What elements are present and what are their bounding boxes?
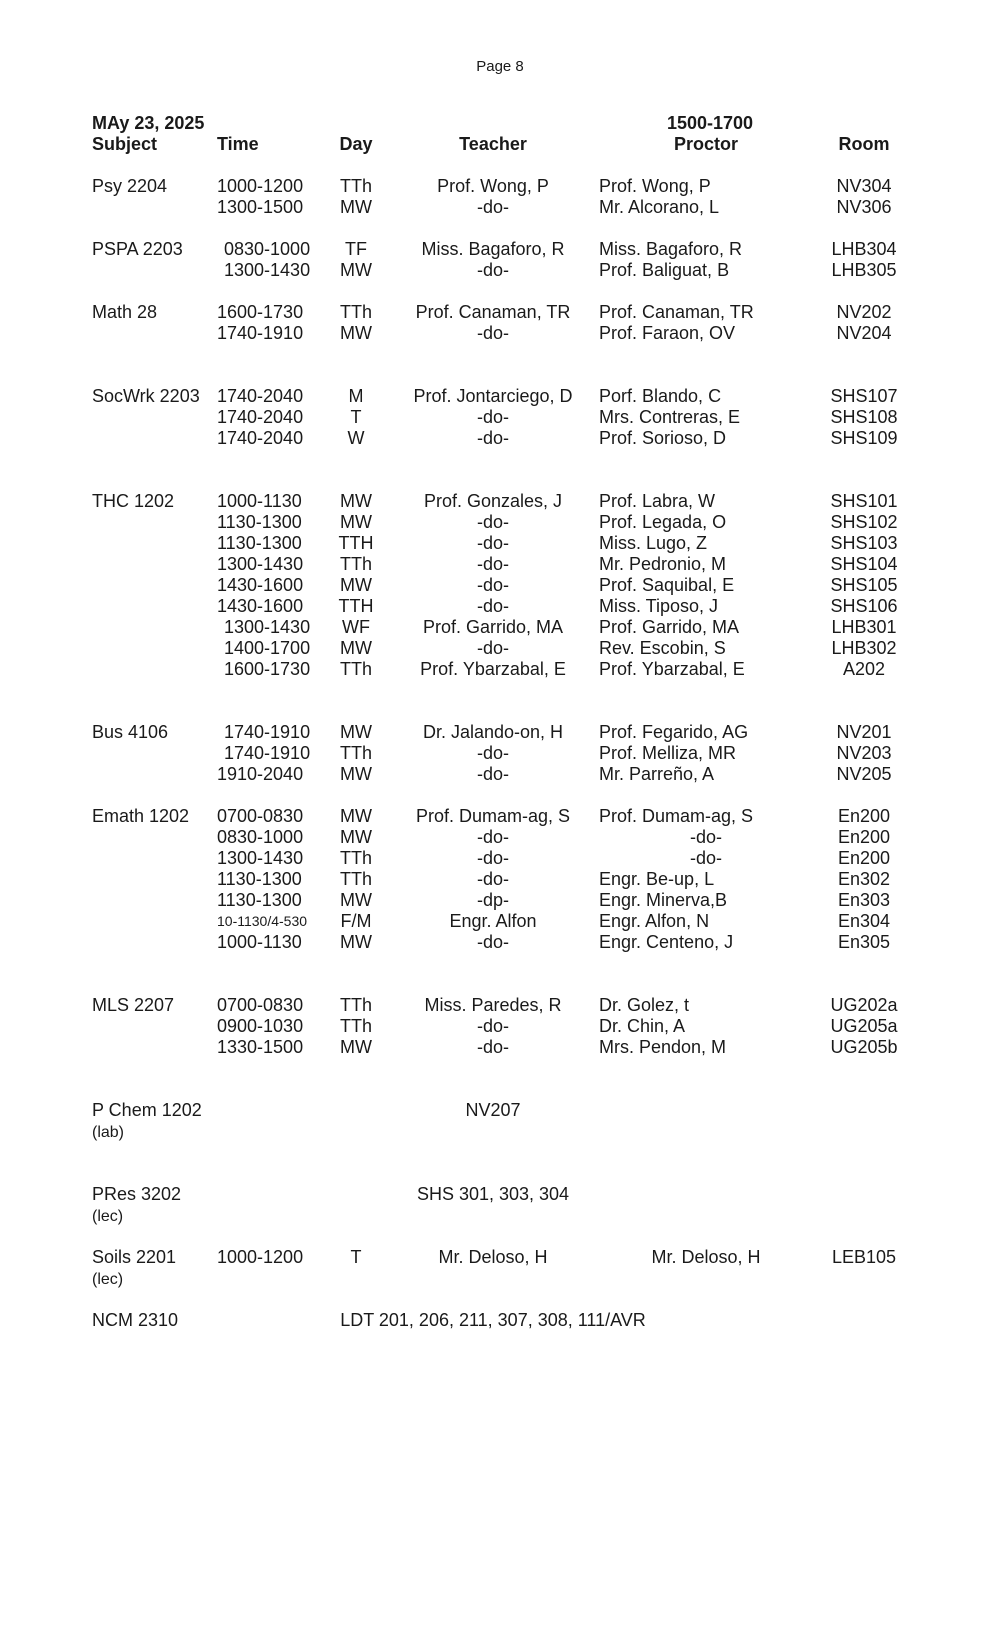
proctor-cell: Mr. Parreño, A xyxy=(599,764,715,784)
proctor-cell: Rev. Escobin, S xyxy=(599,638,726,658)
time-cell: 1430-1600 xyxy=(217,575,304,595)
table-row xyxy=(0,1100,1000,1121)
teacher-cell: Prof. Gonzales, J xyxy=(423,491,563,511)
day-cell: TTH xyxy=(338,596,374,616)
time-cell: 10-1130/4-530 xyxy=(217,913,308,929)
teacher-cell: Prof. Dumam-ag, S xyxy=(415,806,571,826)
table-row xyxy=(0,1184,1000,1205)
day-cell: TTh xyxy=(339,176,373,196)
table-row xyxy=(0,764,1000,785)
proctor-cell: Prof. Dumam-ag, S xyxy=(599,806,754,826)
table-row xyxy=(0,1310,1000,1331)
day-cell: F/M xyxy=(340,911,372,931)
time-cell: 1740-2040 xyxy=(217,428,304,448)
table-row xyxy=(0,533,1000,554)
day-cell: MW xyxy=(340,491,372,511)
room-cell: A202 xyxy=(842,659,886,679)
time-cell: 1910-2040 xyxy=(217,764,304,784)
day-cell: TF xyxy=(345,239,367,259)
time-cell: 1300-1430 xyxy=(217,554,304,574)
subject-cell: PRes 3202 xyxy=(92,1184,182,1204)
room-cell: En304 xyxy=(837,911,891,931)
subject-cell: NCM 2310 xyxy=(92,1310,179,1330)
room-cell: En200 xyxy=(837,827,891,847)
teacher-cell: Engr. Alfon xyxy=(449,911,537,931)
teacher-cell: Dr. Jalando-on, H xyxy=(422,722,564,742)
proctor-cell: Prof. Legada, O xyxy=(599,512,727,532)
proctor-cell: Porf. Blando, C xyxy=(599,386,722,406)
subject-cell: Math 28 xyxy=(92,302,158,322)
teacher-cell: -dp- xyxy=(476,890,510,910)
day-cell: MW xyxy=(340,827,372,847)
day-cell: MW xyxy=(340,1037,372,1057)
time-cell: 1300-1500 xyxy=(217,197,304,217)
proctor-cell: Prof. Melliza, MR xyxy=(599,743,737,763)
day-cell: TTh xyxy=(339,743,373,763)
header-proctor: Proctor xyxy=(673,134,739,154)
room-cell: LHB304 xyxy=(831,239,897,259)
teacher-cell: Prof. Canaman, TR xyxy=(415,302,571,322)
room-cell: SHS103 xyxy=(830,533,898,553)
subject-cell: Emath 1202 xyxy=(92,806,190,826)
proctor-cell: Dr. Chin, A xyxy=(599,1016,686,1036)
room-cell: NV205 xyxy=(836,764,892,784)
teacher-cell: -do- xyxy=(476,764,510,784)
room-cell: NV203 xyxy=(836,743,892,763)
room-cell: NV204 xyxy=(836,323,892,343)
proctor-cell: Miss. Lugo, Z xyxy=(599,533,708,553)
table-row xyxy=(0,386,1000,407)
proctor-cell: Dr. Golez, t xyxy=(599,995,690,1015)
time-cell: 1740-2040 xyxy=(217,407,304,427)
room-cell: LHB302 xyxy=(831,638,897,658)
room-cell: SHS108 xyxy=(830,407,898,427)
room-cell: LEB105 xyxy=(831,1247,897,1267)
proctor-cell: Prof. Saquibal, E xyxy=(599,575,735,595)
subject-note: (lec) xyxy=(92,1208,124,1225)
room-cell: En302 xyxy=(837,869,891,889)
teacher-cell: -do- xyxy=(476,323,510,343)
table-row xyxy=(0,869,1000,890)
proctor-cell: Engr. Centeno, J xyxy=(599,932,734,952)
header-subject: Subject xyxy=(92,134,158,154)
proctor-cell: Engr. Be-up, L xyxy=(599,869,715,889)
day-cell: TTh xyxy=(339,554,373,574)
subject-cell: Bus 4106 xyxy=(92,722,169,742)
time-cell: 1130-1300 xyxy=(217,533,302,553)
day-cell: W xyxy=(347,428,365,448)
proctor-cell: Engr. Alfon, N xyxy=(599,911,710,931)
table-row xyxy=(0,995,1000,1016)
room-cell: En303 xyxy=(837,890,891,910)
table-row xyxy=(0,1016,1000,1037)
proctor-cell: Prof. Sorioso, D xyxy=(599,428,727,448)
day-cell: MW xyxy=(340,575,372,595)
day-cell: TTh xyxy=(339,995,373,1015)
teacher-cell: -do- xyxy=(476,1016,510,1036)
header-room: Room xyxy=(838,134,890,154)
page-number: Page 8 xyxy=(476,58,524,75)
room-cell: En200 xyxy=(837,806,891,826)
teacher-cell: -do- xyxy=(476,869,510,889)
subject-cell: PSPA 2203 xyxy=(92,239,183,259)
time-cell: 1330-1500 xyxy=(217,1037,304,1057)
room-cell: En305 xyxy=(837,932,891,952)
teacher-cell: -do- xyxy=(476,827,510,847)
table-row xyxy=(0,176,1000,197)
day-cell: TTh xyxy=(339,848,373,868)
room-cell: SHS101 xyxy=(830,491,898,511)
table-row xyxy=(0,806,1000,827)
teacher-cell: -do- xyxy=(476,638,510,658)
teacher-cell: -do- xyxy=(476,575,510,595)
table-row xyxy=(0,1247,1000,1268)
teacher-cell: Miss. Paredes, R xyxy=(424,995,562,1015)
time-cell: 0830-1000 xyxy=(224,239,311,259)
teacher-cell: -do- xyxy=(476,848,510,868)
teacher-cell: Prof. Ybarzabal, E xyxy=(420,659,566,679)
time-cell: 0700-0830 xyxy=(217,995,304,1015)
time-cell: 1300-1430 xyxy=(217,848,304,868)
teacher-cell: -do- xyxy=(476,260,510,280)
proctor-cell: -do- xyxy=(689,827,723,847)
proctor-cell: -do- xyxy=(689,848,723,868)
table-row xyxy=(0,239,1000,260)
proctor-cell: Prof. Canaman, TR xyxy=(599,302,754,322)
exam-time-slot: 1500-1700 xyxy=(666,113,754,133)
day-cell: MW xyxy=(340,323,372,343)
table-row xyxy=(0,260,1000,281)
proctor-cell: Mrs. Pendon, M xyxy=(599,1037,727,1057)
time-cell: 1130-1300 xyxy=(217,890,302,910)
teacher-cell: LDT 201, 206, 211, 307, 308, 111/AVR xyxy=(340,1310,646,1330)
table-row xyxy=(0,827,1000,848)
proctor-cell: Prof. Baliguat, B xyxy=(599,260,730,280)
table-row xyxy=(0,491,1000,512)
time-cell: 1740-1910 xyxy=(217,323,304,343)
time-cell: 1300-1430 xyxy=(224,617,311,637)
proctor-cell: Prof. Ybarzabal, E xyxy=(599,659,745,679)
table-row xyxy=(0,638,1000,659)
day-cell: TTh xyxy=(339,302,373,322)
subject-cell: Psy 2204 xyxy=(92,176,168,196)
proctor-cell: Mrs. Contreras, E xyxy=(599,407,741,427)
room-cell: SHS106 xyxy=(830,596,898,616)
time-cell: 1740-1910 xyxy=(224,743,311,763)
room-cell: NV202 xyxy=(836,302,892,322)
proctor-cell: Mr. Alcorano, L xyxy=(599,197,720,217)
teacher-cell: Prof. Garrido, MA xyxy=(422,617,564,637)
table-row xyxy=(0,596,1000,617)
time-cell: 0700-0830 xyxy=(217,806,304,826)
time-cell: 1400-1700 xyxy=(224,638,311,658)
table-row xyxy=(0,512,1000,533)
room-cell: LHB301 xyxy=(831,617,897,637)
teacher-cell: -do- xyxy=(476,533,510,553)
teacher-cell: Prof. Jontarciego, D xyxy=(413,386,573,406)
day-cell: MW xyxy=(340,806,372,826)
time-cell: 1430-1600 xyxy=(217,596,304,616)
subject-cell: MLS 2207 xyxy=(92,995,175,1015)
time-cell: 1600-1730 xyxy=(217,302,304,322)
table-row xyxy=(0,554,1000,575)
table-row xyxy=(0,743,1000,764)
time-cell: 1000-1200 xyxy=(217,1247,304,1267)
room-cell: SHS109 xyxy=(830,428,898,448)
subject-note: (lab) xyxy=(92,1124,125,1141)
room-cell: SHS107 xyxy=(830,386,898,406)
header-teacher: Teacher xyxy=(459,134,527,154)
teacher-cell: SHS 301, 303, 304 xyxy=(416,1184,570,1204)
day-cell: MW xyxy=(340,638,372,658)
time-cell: 1000-1130 xyxy=(217,932,302,952)
time-cell: 1740-2040 xyxy=(217,386,304,406)
room-cell: UG202a xyxy=(830,995,898,1015)
table-row xyxy=(0,722,1000,743)
room-cell: LHB305 xyxy=(831,260,897,280)
day-cell: MW xyxy=(340,722,372,742)
time-cell: 1130-1300 xyxy=(217,869,302,889)
day-cell: MW xyxy=(340,932,372,952)
table-row xyxy=(0,617,1000,638)
day-cell: MW xyxy=(340,764,372,784)
day-cell: MW xyxy=(340,260,372,280)
time-cell: 1130-1300 xyxy=(217,512,302,532)
day-cell: TTh xyxy=(339,869,373,889)
table-row xyxy=(0,911,1000,932)
proctor-cell: Prof. Faraon, OV xyxy=(599,323,736,343)
table-row xyxy=(0,197,1000,218)
teacher-cell: -do- xyxy=(476,512,510,532)
room-cell: SHS102 xyxy=(830,512,898,532)
teacher-cell: NV207 xyxy=(465,1100,521,1120)
table-row xyxy=(0,323,1000,344)
teacher-cell: -do- xyxy=(476,596,510,616)
day-cell: T xyxy=(350,1247,362,1267)
proctor-cell: Engr. Minerva,B xyxy=(599,890,728,910)
table-row xyxy=(0,932,1000,953)
time-cell: 0830-1000 xyxy=(217,827,304,847)
time-cell: 1600-1730 xyxy=(224,659,311,679)
table-row xyxy=(0,428,1000,449)
table-row xyxy=(0,302,1000,323)
table-row xyxy=(0,575,1000,596)
table-row xyxy=(0,890,1000,911)
room-cell: SHS105 xyxy=(830,575,898,595)
table-row xyxy=(0,407,1000,428)
room-cell: En200 xyxy=(837,848,891,868)
time-cell: 1300-1430 xyxy=(224,260,311,280)
table-row xyxy=(0,848,1000,869)
day-cell: MW xyxy=(340,512,372,532)
teacher-cell: Mr. Deloso, H xyxy=(438,1247,548,1267)
proctor-cell: Miss. Tiposo, J xyxy=(599,596,719,616)
teacher-cell: -do- xyxy=(476,554,510,574)
table-row xyxy=(0,659,1000,680)
table-row xyxy=(0,1037,1000,1058)
time-cell: 1000-1200 xyxy=(217,176,304,196)
subject-cell: THC 1202 xyxy=(92,491,175,511)
teacher-cell: -do- xyxy=(476,407,510,427)
teacher-cell: -do- xyxy=(476,428,510,448)
header-time: Time xyxy=(217,134,259,154)
subject-cell: P Chem 1202 xyxy=(92,1100,202,1120)
room-cell: NV304 xyxy=(836,176,892,196)
day-cell: MW xyxy=(340,197,372,217)
proctor-cell: Prof. Fegarido, AG xyxy=(599,722,749,742)
day-cell: M xyxy=(348,386,364,406)
proctor-cell: Prof. Garrido, MA xyxy=(599,617,740,637)
room-cell: NV201 xyxy=(836,722,892,742)
proctor-cell: Miss. Bagaforo, R xyxy=(599,239,743,259)
room-cell: SHS104 xyxy=(830,554,898,574)
day-cell: TTH xyxy=(338,533,374,553)
teacher-cell: Prof. Wong, P xyxy=(437,176,549,196)
teacher-cell: Miss. Bagaforo, R xyxy=(421,239,565,259)
teacher-cell: -do- xyxy=(476,932,510,952)
day-cell: MW xyxy=(340,890,372,910)
day-cell: T xyxy=(350,407,362,427)
proctor-cell: Prof. Wong, P xyxy=(599,176,711,196)
proctor-cell: Mr. Pedronio, M xyxy=(599,554,727,574)
subject-cell: SocWrk 2203 xyxy=(92,386,200,406)
room-cell: UG205a xyxy=(830,1016,898,1036)
subject-cell: Soils 2201 xyxy=(92,1247,177,1267)
day-cell: TTh xyxy=(339,659,373,679)
time-cell: 1000-1130 xyxy=(217,491,302,511)
teacher-cell: -do- xyxy=(476,743,510,763)
proctor-cell: Mr. Deloso, H xyxy=(651,1247,761,1267)
day-cell: TTh xyxy=(339,1016,373,1036)
day-cell: WF xyxy=(342,617,370,637)
time-cell: 0900-1030 xyxy=(217,1016,304,1036)
exam-date: MAy 23, 2025 xyxy=(92,113,205,133)
room-cell: NV306 xyxy=(836,197,892,217)
proctor-cell: Prof. Labra, W xyxy=(599,491,716,511)
teacher-cell: -do- xyxy=(476,197,510,217)
room-cell: UG205b xyxy=(830,1037,898,1057)
time-cell: 1740-1910 xyxy=(224,722,311,742)
subject-note: (lec) xyxy=(92,1271,124,1288)
teacher-cell: -do- xyxy=(476,1037,510,1057)
header-day: Day xyxy=(339,134,373,154)
